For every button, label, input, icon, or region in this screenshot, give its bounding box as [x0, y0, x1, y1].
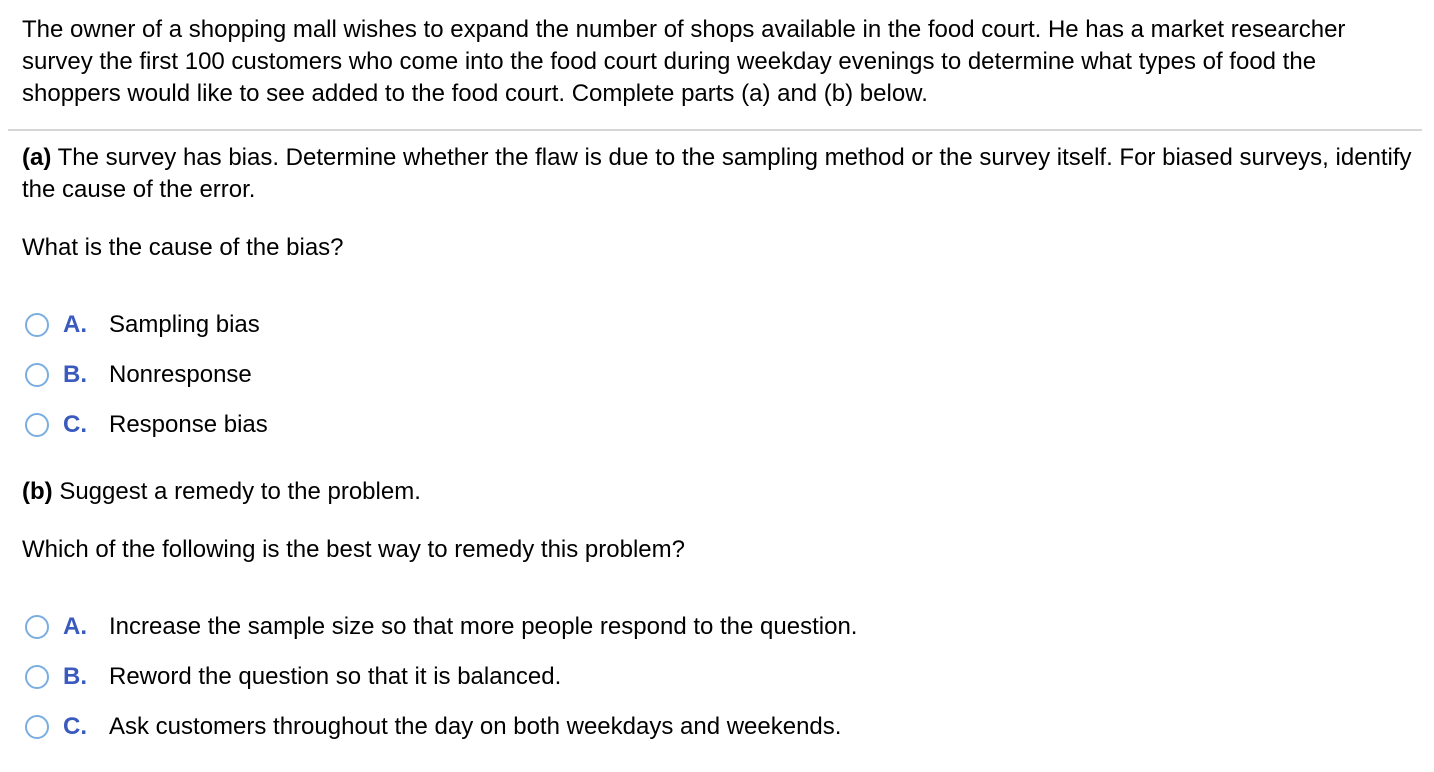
part-b-option-b[interactable]	[22, 661, 561, 693]
radio-button-icon[interactable]	[25, 363, 49, 387]
radio-button-icon[interactable]	[25, 413, 49, 437]
part-b-option-c[interactable]	[22, 711, 841, 743]
option-text: Sampling bias	[109, 311, 260, 338]
radio-button-icon[interactable]	[25, 313, 49, 337]
part-b-question: Which of the following is the best way to remedy this problem?	[22, 536, 685, 563]
part-b-instructions: Suggest a remedy to the problem.	[52, 478, 421, 505]
option-text: Reword the question so that it is balanced.	[109, 663, 562, 690]
part-a-question: What is the cause of the bias?	[22, 234, 344, 261]
part-b-option-a[interactable]	[22, 611, 857, 643]
radio-button-icon[interactable]	[25, 715, 49, 739]
part-a-option-a[interactable]	[22, 309, 260, 341]
part-b-heading	[22, 476, 1412, 508]
part-a-option-c[interactable]	[22, 409, 268, 441]
option-letter: B.	[63, 361, 87, 388]
option-text: Increase the sample size so that more people respond to the question.	[109, 613, 858, 640]
option-text: Nonresponse	[109, 361, 252, 388]
part-b-label: (b)	[22, 478, 53, 505]
question-stem: The owner of a shopping mall wishes to expand the number of shops available in the food court. He has a market researcher survey the first 100 customers who come into the food court during weekday evenings to determine what types of food the shoppers would like to see added to the food court. Complete parts (a) and (b) below.	[22, 16, 1346, 107]
part-a-option-b[interactable]	[22, 359, 252, 391]
option-letter: C.	[63, 411, 87, 438]
option-letter: A.	[63, 311, 87, 338]
option-text: Ask customers throughout the day on both weekdays and weekends.	[109, 713, 842, 740]
part-a-label: (a)	[22, 144, 52, 171]
part-a-heading	[22, 142, 1412, 206]
section-divider	[8, 129, 1422, 131]
option-letter: B.	[63, 663, 87, 690]
option-text: Response bias	[109, 411, 268, 438]
radio-button-icon[interactable]	[25, 615, 49, 639]
option-letter: A.	[63, 613, 87, 640]
option-letter: C.	[63, 713, 87, 740]
part-a-instructions: The survey has bias. Determine whether the flaw is due to the sampling method or the survey itself. For biased surveys, identify the cause of the error.	[22, 144, 1412, 203]
radio-button-icon[interactable]	[25, 665, 49, 689]
